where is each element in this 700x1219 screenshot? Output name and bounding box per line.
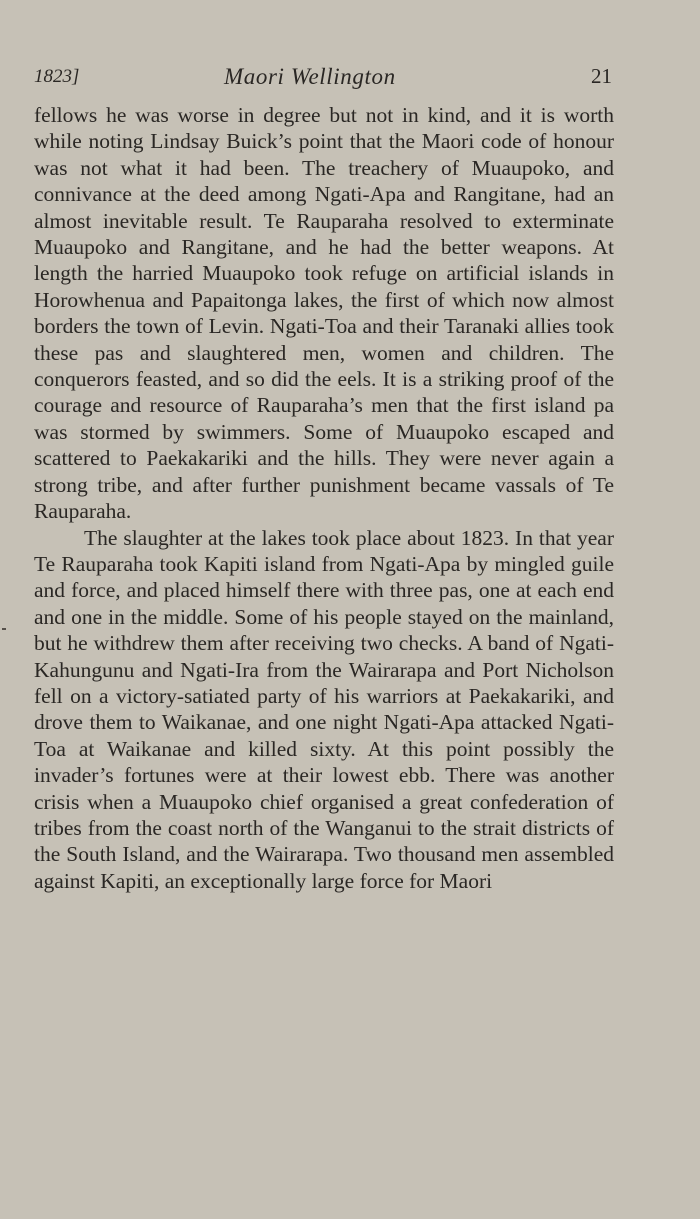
body-text — [34, 102, 614, 894]
running-header — [34, 64, 612, 94]
margin-mark — [2, 628, 6, 630]
page-number: 21 — [591, 64, 612, 88]
paragraph-1: fellows he was worse in degree but not in kind, and it is worth while noting Lindsay Buick’s point that the Maori code of honour was not what it had been. The treachery of Muaupoko, and connivance at the deed among Ngati-Apa and Rangitane, had an almost inevitable result. Te Rauparaha resolved to exterminate Muaupoko and Rangitane, and he had the better weapons. At length the harried Muaupoko took refuge on artificial islands in Horowhenua and Papaitonga lakes, the first of which now almost borders the town of Levin. Ngati-Toa and their Taranaki allies took these pas and slaughtered men, women and children. The conquerors feasted, and so did the eels. It is a striking proof of the courage and resource of Rauparaha’s men that the first island pa was stormed by swimmers. Some of Muaupoko escaped and scattered to Paekakariki and the hills. They were never again a strong tribe, and after further punishment became vassals of Te Rauparaha. — [34, 103, 614, 524]
paragraph-2: The slaughter at the lakes took place about 1823. In that year Te Rauparaha took Kapiti island from Ngati-Apa by mingled guile and force, and placed himself there with three pas, one at each end and one in the middle. Some of his people stayed on the mainland, but he withdrew them after receiving two checks. A band of Ngati-Kahungunu and Ngati-Ira from the Wairarapa and Port Nicholson fell on a victory-satiated party of his warriors at Paekakariki, and drove them to Waikanae, and one night Ngati-Apa attacked Ngati-Toa at Waikanae and killed sixty. At this point possibly the invader’s fortunes were at their lowest ebb. There was another crisis when a Muaupoko chief organised a great confederation of tribes from the coast north of the Wanganui to the strait districts of the South Island, and the Wairarapa. Two thousand men assembled against Kapiti, an exceptionally large force for Maori — [34, 525, 614, 893]
header-year: 1823] — [34, 66, 80, 87]
running-title: Maori Wellington — [224, 64, 396, 89]
